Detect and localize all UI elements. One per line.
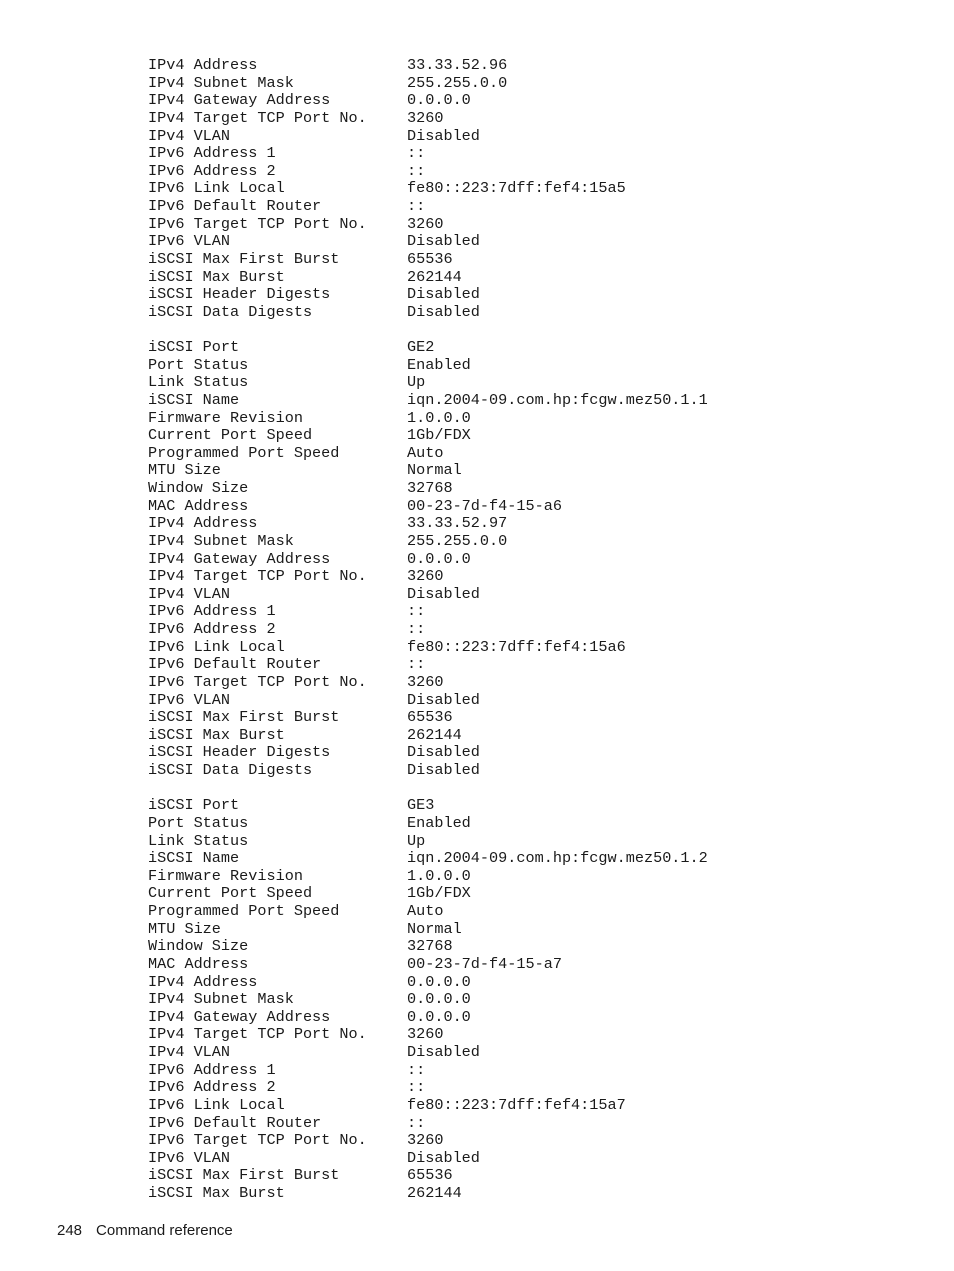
page-number: 248 bbox=[57, 1222, 83, 1239]
property-row bbox=[148, 1097, 848, 1115]
property-value: Disabled bbox=[407, 1148, 480, 1167]
property-value: Disabled bbox=[407, 690, 480, 709]
property-value: Enabled bbox=[407, 813, 471, 832]
property-value: :: bbox=[407, 1060, 426, 1079]
property-value: :: bbox=[407, 620, 426, 638]
property-row bbox=[148, 1185, 848, 1203]
property-value: Disabled bbox=[407, 285, 480, 304]
property-row bbox=[148, 1079, 848, 1097]
property-row bbox=[148, 991, 848, 1009]
property-name: IPv6 Address 2 bbox=[148, 1078, 276, 1097]
property-name: IPv4 Subnet Mask bbox=[148, 531, 294, 550]
property-name: iSCSI Port bbox=[148, 338, 240, 356]
property-value: 3260 bbox=[407, 214, 444, 233]
property-row bbox=[148, 1115, 848, 1133]
property-row bbox=[148, 850, 848, 868]
property-row bbox=[148, 586, 848, 604]
property-name: Window Size bbox=[148, 479, 249, 497]
property-row bbox=[148, 1167, 848, 1185]
property-value: fe80::223:7dff:fef4:15a5 bbox=[407, 179, 626, 198]
property-row bbox=[148, 1062, 848, 1080]
property-name: IPv6 Target TCP Port No. bbox=[148, 672, 367, 691]
property-value: Normal bbox=[407, 919, 462, 938]
property-value: :: bbox=[407, 1113, 426, 1132]
property-row bbox=[148, 498, 848, 516]
property-value: :: bbox=[407, 144, 426, 163]
property-row bbox=[148, 75, 848, 93]
property-name: IPv6 Target TCP Port No. bbox=[148, 1131, 367, 1150]
property-row bbox=[148, 815, 848, 833]
property-value: GE3 bbox=[407, 796, 435, 815]
property-value: Auto bbox=[407, 443, 444, 462]
property-row bbox=[148, 1132, 848, 1150]
property-value: 255.255.0.0 bbox=[407, 73, 508, 92]
property-name: Current Port Speed bbox=[148, 884, 313, 903]
property-value: fe80::223:7dff:fef4:15a6 bbox=[407, 637, 626, 656]
property-row bbox=[148, 198, 848, 216]
property-value: Disabled bbox=[407, 743, 480, 762]
property-name: IPv6 Address 1 bbox=[148, 1060, 276, 1079]
property-row bbox=[148, 639, 848, 657]
property-row bbox=[148, 269, 848, 287]
property-name: IPv4 Subnet Mask bbox=[148, 73, 294, 92]
property-value: 65536 bbox=[407, 708, 453, 727]
property-name: IPv6 Link Local bbox=[148, 637, 285, 656]
property-name: IPv6 VLAN bbox=[148, 1148, 231, 1167]
property-value: 65536 bbox=[407, 249, 453, 268]
property-row bbox=[148, 797, 848, 815]
property-name: Link Status bbox=[148, 373, 249, 392]
property-row bbox=[148, 462, 848, 480]
property-value: Normal bbox=[407, 461, 462, 480]
property-name: IPv4 Gateway Address bbox=[148, 1007, 331, 1026]
property-row bbox=[148, 692, 848, 710]
property-value: Disabled bbox=[407, 302, 480, 321]
property-value: 0.0.0.0 bbox=[407, 972, 471, 991]
property-value: 1Gb/FDX bbox=[407, 884, 471, 903]
property-row bbox=[148, 339, 848, 357]
property-value: :: bbox=[407, 197, 426, 215]
property-row bbox=[148, 568, 848, 586]
property-name: IPv4 VLAN bbox=[148, 584, 231, 603]
property-name: iSCSI Port bbox=[148, 796, 240, 815]
property-value: fe80::223:7dff:fef4:15a7 bbox=[407, 1095, 626, 1114]
property-value: 3260 bbox=[407, 1025, 444, 1044]
property-name: IPv6 Link Local bbox=[148, 1095, 285, 1114]
property-name: iSCSI Header Digests bbox=[148, 743, 331, 762]
property-name: Port Status bbox=[148, 355, 249, 374]
property-value: 32768 bbox=[407, 937, 453, 956]
property-name: iSCSI Data Digests bbox=[148, 302, 313, 321]
property-name: Current Port Speed bbox=[148, 426, 313, 445]
property-row bbox=[148, 833, 848, 851]
property-name: IPv6 Link Local bbox=[148, 179, 285, 198]
property-name: MTU Size bbox=[148, 461, 221, 480]
property-row bbox=[148, 110, 848, 128]
property-row bbox=[148, 1026, 848, 1044]
property-name: IPv4 Gateway Address bbox=[148, 549, 331, 568]
property-value: 262144 bbox=[407, 725, 462, 744]
property-value: :: bbox=[407, 161, 426, 180]
property-value: iqn.2004-09.com.hp:fcgw.mez50.1.2 bbox=[407, 849, 708, 868]
property-row bbox=[148, 868, 848, 886]
property-row bbox=[148, 603, 848, 621]
property-value: 1Gb/FDX bbox=[407, 426, 471, 445]
property-row bbox=[148, 533, 848, 551]
property-row bbox=[148, 480, 848, 498]
property-name: MAC Address bbox=[148, 954, 249, 973]
property-name: IPv4 VLAN bbox=[148, 126, 231, 145]
property-name: Window Size bbox=[148, 937, 249, 956]
cli-output-listing bbox=[148, 57, 848, 1203]
property-name: iSCSI Data Digests bbox=[148, 761, 313, 779]
property-name: IPv4 Address bbox=[148, 56, 258, 74]
property-name: Port Status bbox=[148, 813, 249, 832]
property-name: iSCSI Name bbox=[148, 849, 240, 868]
property-row bbox=[148, 357, 848, 375]
property-value: iqn.2004-09.com.hp:fcgw.mez50.1.1 bbox=[407, 390, 708, 409]
property-name: IPv4 Address bbox=[148, 972, 258, 991]
property-value: 0.0.0.0 bbox=[407, 91, 471, 110]
property-name: iSCSI Header Digests bbox=[148, 285, 331, 304]
property-value: 0.0.0.0 bbox=[407, 990, 471, 1009]
property-row bbox=[148, 956, 848, 974]
property-value: Up bbox=[407, 373, 426, 392]
property-row bbox=[148, 551, 848, 569]
property-name: IPv4 Subnet Mask bbox=[148, 990, 294, 1009]
property-value: 1.0.0.0 bbox=[407, 866, 471, 885]
property-row bbox=[148, 1150, 848, 1168]
property-value: 262144 bbox=[407, 1184, 462, 1202]
property-name: IPv6 Default Router bbox=[148, 655, 322, 674]
property-name: Firmware Revision bbox=[148, 866, 303, 885]
property-name: Link Status bbox=[148, 831, 249, 850]
property-row bbox=[148, 286, 848, 304]
property-name: MAC Address bbox=[148, 496, 249, 515]
property-row bbox=[148, 445, 848, 463]
property-row bbox=[148, 1009, 848, 1027]
property-row bbox=[148, 921, 848, 939]
property-value: 0.0.0.0 bbox=[407, 1007, 471, 1026]
property-name: Programmed Port Speed bbox=[148, 902, 340, 920]
property-name: Firmware Revision bbox=[148, 408, 303, 427]
property-row bbox=[148, 163, 848, 181]
property-row bbox=[148, 674, 848, 692]
property-row bbox=[148, 216, 848, 234]
property-name: IPv6 Address 1 bbox=[148, 602, 276, 621]
property-value: 255.255.0.0 bbox=[407, 531, 508, 550]
property-value: Disabled bbox=[407, 761, 480, 779]
property-name: iSCSI Max First Burst bbox=[148, 249, 340, 268]
property-value: Disabled bbox=[407, 232, 480, 251]
property-name: iSCSI Max Burst bbox=[148, 725, 285, 744]
property-name: IPv6 Address 1 bbox=[148, 144, 276, 163]
property-value: 1.0.0.0 bbox=[407, 408, 471, 427]
property-row bbox=[148, 885, 848, 903]
property-row bbox=[148, 374, 848, 392]
property-name: IPv4 Gateway Address bbox=[148, 91, 331, 110]
property-name: IPv4 Address bbox=[148, 514, 258, 533]
property-value: Enabled bbox=[407, 355, 471, 374]
property-name: IPv6 Default Router bbox=[148, 197, 322, 215]
property-name: iSCSI Max Burst bbox=[148, 1184, 285, 1202]
property-row bbox=[148, 656, 848, 674]
property-row bbox=[148, 974, 848, 992]
property-value: 00-23-7d-f4-15-a6 bbox=[407, 496, 562, 515]
property-value: 3260 bbox=[407, 1131, 444, 1150]
property-value: 0.0.0.0 bbox=[407, 549, 471, 568]
property-name: IPv4 Target TCP Port No. bbox=[148, 1025, 367, 1044]
property-row bbox=[148, 57, 848, 75]
property-value: :: bbox=[407, 655, 426, 674]
property-value: 33.33.52.97 bbox=[407, 514, 508, 533]
property-name: iSCSI Max First Burst bbox=[148, 1166, 340, 1185]
property-value: Disabled bbox=[407, 126, 480, 145]
property-name: Programmed Port Speed bbox=[148, 443, 340, 462]
property-name: IPv4 VLAN bbox=[148, 1043, 231, 1061]
property-name: IPv4 Target TCP Port No. bbox=[148, 108, 367, 127]
property-row bbox=[148, 233, 848, 251]
block-separator bbox=[148, 780, 848, 798]
property-name: IPv6 Target TCP Port No. bbox=[148, 214, 367, 233]
property-row bbox=[148, 180, 848, 198]
property-row bbox=[148, 515, 848, 533]
property-value: :: bbox=[407, 1078, 426, 1097]
property-name: IPv6 VLAN bbox=[148, 690, 231, 709]
property-value: :: bbox=[407, 602, 426, 621]
property-row bbox=[148, 145, 848, 163]
property-row bbox=[148, 727, 848, 745]
property-row bbox=[148, 621, 848, 639]
property-name: IPv6 Address 2 bbox=[148, 620, 276, 638]
property-value: GE2 bbox=[407, 338, 435, 356]
property-row bbox=[148, 762, 848, 780]
property-value: Disabled bbox=[407, 584, 480, 603]
page-footer bbox=[57, 1222, 233, 1239]
property-row bbox=[148, 251, 848, 269]
property-value: 65536 bbox=[407, 1166, 453, 1185]
property-row bbox=[148, 1044, 848, 1062]
property-value: 33.33.52.96 bbox=[407, 56, 508, 74]
section-title: Command reference bbox=[96, 1222, 233, 1239]
property-name: IPv6 Default Router bbox=[148, 1113, 322, 1132]
property-row bbox=[148, 410, 848, 428]
property-name: IPv6 Address 2 bbox=[148, 161, 276, 180]
property-row bbox=[148, 744, 848, 762]
property-name: iSCSI Name bbox=[148, 390, 240, 409]
property-value: 00-23-7d-f4-15-a7 bbox=[407, 954, 562, 973]
property-value: 3260 bbox=[407, 567, 444, 586]
property-row bbox=[148, 903, 848, 921]
property-row bbox=[148, 709, 848, 727]
property-value: 3260 bbox=[407, 108, 444, 127]
property-name: IPv4 Target TCP Port No. bbox=[148, 567, 367, 586]
property-value: 262144 bbox=[407, 267, 462, 286]
property-value: Disabled bbox=[407, 1043, 480, 1061]
property-row bbox=[148, 427, 848, 445]
property-name: iSCSI Max Burst bbox=[148, 267, 285, 286]
property-value: Up bbox=[407, 831, 426, 850]
block-separator bbox=[148, 321, 848, 339]
property-row bbox=[148, 304, 848, 322]
property-name: iSCSI Max First Burst bbox=[148, 708, 340, 727]
property-value: 3260 bbox=[407, 672, 444, 691]
property-name: MTU Size bbox=[148, 919, 221, 938]
property-row bbox=[148, 128, 848, 146]
property-name: IPv6 VLAN bbox=[148, 232, 231, 251]
property-row bbox=[148, 392, 848, 410]
property-row bbox=[148, 92, 848, 110]
property-value: 32768 bbox=[407, 479, 453, 497]
property-row bbox=[148, 938, 848, 956]
property-value: Auto bbox=[407, 902, 444, 920]
